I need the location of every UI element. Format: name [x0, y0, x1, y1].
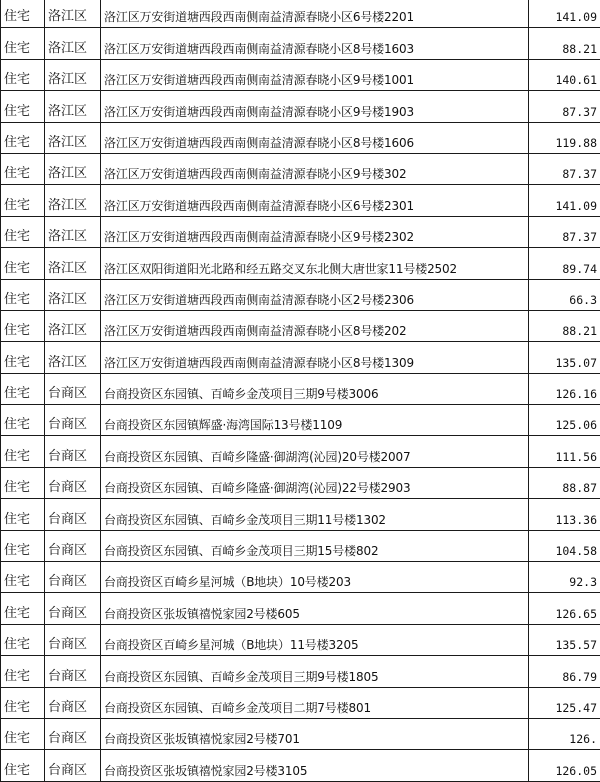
- district-cell: 台商区: [45, 436, 101, 467]
- property-type-cell: 住宅: [1, 279, 45, 310]
- property-type-cell: 住宅: [1, 562, 45, 593]
- table-row: [1, 562, 600, 593]
- table-row: [1, 499, 600, 530]
- address-cell: 洛江区万安街道塘西段西南侧南益清源春晓小区8号楼1603: [101, 28, 529, 59]
- area-cell: 92.3: [529, 562, 600, 593]
- property-type-cell: 住宅: [1, 342, 45, 373]
- table-row: [1, 530, 600, 561]
- table-row: [1, 467, 600, 498]
- district-cell: 洛江区: [45, 91, 101, 122]
- property-type-cell: 住宅: [1, 593, 45, 624]
- district-cell: 洛江区: [45, 342, 101, 373]
- area-cell: 89.74: [529, 248, 600, 279]
- table-row: [1, 0, 600, 28]
- property-type-cell: 住宅: [1, 153, 45, 184]
- address-cell: 洛江区万安街道塘西段西南侧南益清源春晓小区2号楼2306: [101, 279, 529, 310]
- district-cell: 台商区: [45, 499, 101, 530]
- property-type-cell: 住宅: [1, 373, 45, 404]
- area-cell: 126.65: [529, 593, 600, 624]
- table-row: [1, 28, 600, 59]
- district-cell: 台商区: [45, 750, 101, 781]
- address-cell: 台商投资区东园镇、百崎乡金茂项目三期9号楼3006: [101, 373, 529, 404]
- district-cell: 台商区: [45, 405, 101, 436]
- district-cell: 洛江区: [45, 153, 101, 184]
- property-type-cell: 住宅: [1, 28, 45, 59]
- area-cell: 87.37: [529, 153, 600, 184]
- area-cell: 104.58: [529, 530, 600, 561]
- table-row: [1, 624, 600, 655]
- property-type-cell: 住宅: [1, 467, 45, 498]
- table-row: [1, 342, 600, 373]
- address-cell: 台商投资区张坂镇禧悦家园2号楼605: [101, 593, 529, 624]
- table-row: [1, 656, 600, 687]
- property-type-cell: 住宅: [1, 248, 45, 279]
- address-cell: 洛江区万安街道塘西段西南侧南益清源春晓小区8号楼202: [101, 310, 529, 341]
- district-cell: 台商区: [45, 624, 101, 655]
- table-row: [1, 310, 600, 341]
- district-cell: 台商区: [45, 467, 101, 498]
- area-cell: 87.37: [529, 91, 600, 122]
- table-row: [1, 185, 600, 216]
- area-cell: 126.: [529, 718, 600, 749]
- table-row: [1, 718, 600, 749]
- address-cell: 台商投资区百崎乡星河城（B地块）11号楼3205: [101, 624, 529, 655]
- table-row: [1, 91, 600, 122]
- property-type-cell: 住宅: [1, 656, 45, 687]
- area-cell: 66.3: [529, 279, 600, 310]
- address-cell: 台商投资区百崎乡星河城（B地块）10号楼203: [101, 562, 529, 593]
- address-cell: 台商投资区东园镇辉盛·海湾国际13号楼1109: [101, 405, 529, 436]
- property-type-cell: 住宅: [1, 499, 45, 530]
- address-cell: 台商投资区东园镇、百崎乡隆盛·御湖湾(沁园)20号楼2007: [101, 436, 529, 467]
- table-row: [1, 593, 600, 624]
- area-cell: 125.06: [529, 405, 600, 436]
- address-cell: 洛江区双阳街道阳光北路和经五路交叉东北侧大唐世家11号楼2502: [101, 248, 529, 279]
- area-cell: 86.79: [529, 656, 600, 687]
- district-cell: 台商区: [45, 687, 101, 718]
- district-cell: 洛江区: [45, 122, 101, 153]
- property-type-cell: 住宅: [1, 687, 45, 718]
- district-cell: 台商区: [45, 373, 101, 404]
- table-row: [1, 59, 600, 90]
- table-row: [1, 248, 600, 279]
- property-type-cell: 住宅: [1, 750, 45, 781]
- table-row: [1, 216, 600, 247]
- area-cell: 140.61: [529, 59, 600, 90]
- district-cell: 洛江区: [45, 59, 101, 90]
- property-type-cell: 住宅: [1, 310, 45, 341]
- table-row: [1, 687, 600, 718]
- address-cell: 洛江区万安街道塘西段西南侧南益清源春晓小区8号楼1309: [101, 342, 529, 373]
- property-type-cell: 住宅: [1, 216, 45, 247]
- area-cell: 141.09: [529, 0, 600, 28]
- property-type-cell: 住宅: [1, 405, 45, 436]
- district-cell: 台商区: [45, 718, 101, 749]
- area-cell: 141.09: [529, 185, 600, 216]
- property-type-cell: 住宅: [1, 530, 45, 561]
- district-cell: 洛江区: [45, 279, 101, 310]
- area-cell: 113.36: [529, 499, 600, 530]
- area-cell: 126.16: [529, 373, 600, 404]
- area-cell: 88.21: [529, 310, 600, 341]
- district-cell: 台商区: [45, 656, 101, 687]
- property-type-cell: 住宅: [1, 91, 45, 122]
- property-type-cell: 住宅: [1, 436, 45, 467]
- property-type-cell: 住宅: [1, 624, 45, 655]
- district-cell: 洛江区: [45, 216, 101, 247]
- address-cell: 洛江区万安街道塘西段西南侧南益清源春晓小区9号楼1001: [101, 59, 529, 90]
- property-type-cell: 住宅: [1, 122, 45, 153]
- area-cell: 87.37: [529, 216, 600, 247]
- area-cell: 119.88: [529, 122, 600, 153]
- area-cell: 88.21: [529, 28, 600, 59]
- address-cell: 台商投资区东园镇、百崎乡金茂项目三期15号楼802: [101, 530, 529, 561]
- table-row: [1, 122, 600, 153]
- property-type-cell: 住宅: [1, 718, 45, 749]
- property-type-cell: 住宅: [1, 59, 45, 90]
- table-row: [1, 373, 600, 404]
- address-cell: 洛江区万安街道塘西段西南侧南益清源春晓小区6号楼2301: [101, 185, 529, 216]
- address-cell: 洛江区万安街道塘西段西南侧南益清源春晓小区6号楼2201: [101, 0, 529, 28]
- table-row: [1, 153, 600, 184]
- district-cell: 洛江区: [45, 248, 101, 279]
- property-type-cell: 住宅: [1, 185, 45, 216]
- district-cell: 洛江区: [45, 28, 101, 59]
- address-cell: 台商投资区张坂镇禧悦家园2号楼3105: [101, 750, 529, 781]
- table-row: [1, 405, 600, 436]
- district-cell: 台商区: [45, 530, 101, 561]
- address-cell: 洛江区万安街道塘西段西南侧南益清源春晓小区9号楼2302: [101, 216, 529, 247]
- address-cell: 洛江区万安街道塘西段西南侧南益清源春晓小区9号楼302: [101, 153, 529, 184]
- property-type-cell: 住宅: [1, 0, 45, 28]
- district-cell: 台商区: [45, 562, 101, 593]
- address-cell: 台商投资区东园镇、百崎乡金茂项目二期7号楼801: [101, 687, 529, 718]
- area-cell: 111.56: [529, 436, 600, 467]
- address-cell: 洛江区万安街道塘西段西南侧南益清源春晓小区9号楼1903: [101, 91, 529, 122]
- district-cell: 洛江区: [45, 310, 101, 341]
- address-cell: 台商投资区东园镇、百崎乡金茂项目三期9号楼1805: [101, 656, 529, 687]
- address-cell: 洛江区万安街道塘西段西南侧南益清源春晓小区8号楼1606: [101, 122, 529, 153]
- property-table-body: [1, 0, 600, 781]
- area-cell: 126.05: [529, 750, 600, 781]
- address-cell: 台商投资区张坂镇禧悦家园2号楼701: [101, 718, 529, 749]
- area-cell: 88.87: [529, 467, 600, 498]
- address-cell: 台商投资区东园镇、百崎乡隆盛·御湖湾(沁园)22号楼2903: [101, 467, 529, 498]
- district-cell: 洛江区: [45, 0, 101, 28]
- area-cell: 135.07: [529, 342, 600, 373]
- district-cell: 台商区: [45, 593, 101, 624]
- address-cell: 台商投资区东园镇、百崎乡金茂项目三期11号楼1302: [101, 499, 529, 530]
- table-row: [1, 279, 600, 310]
- area-cell: 135.57: [529, 624, 600, 655]
- district-cell: 洛江区: [45, 185, 101, 216]
- area-cell: 125.47: [529, 687, 600, 718]
- table-row: [1, 436, 600, 467]
